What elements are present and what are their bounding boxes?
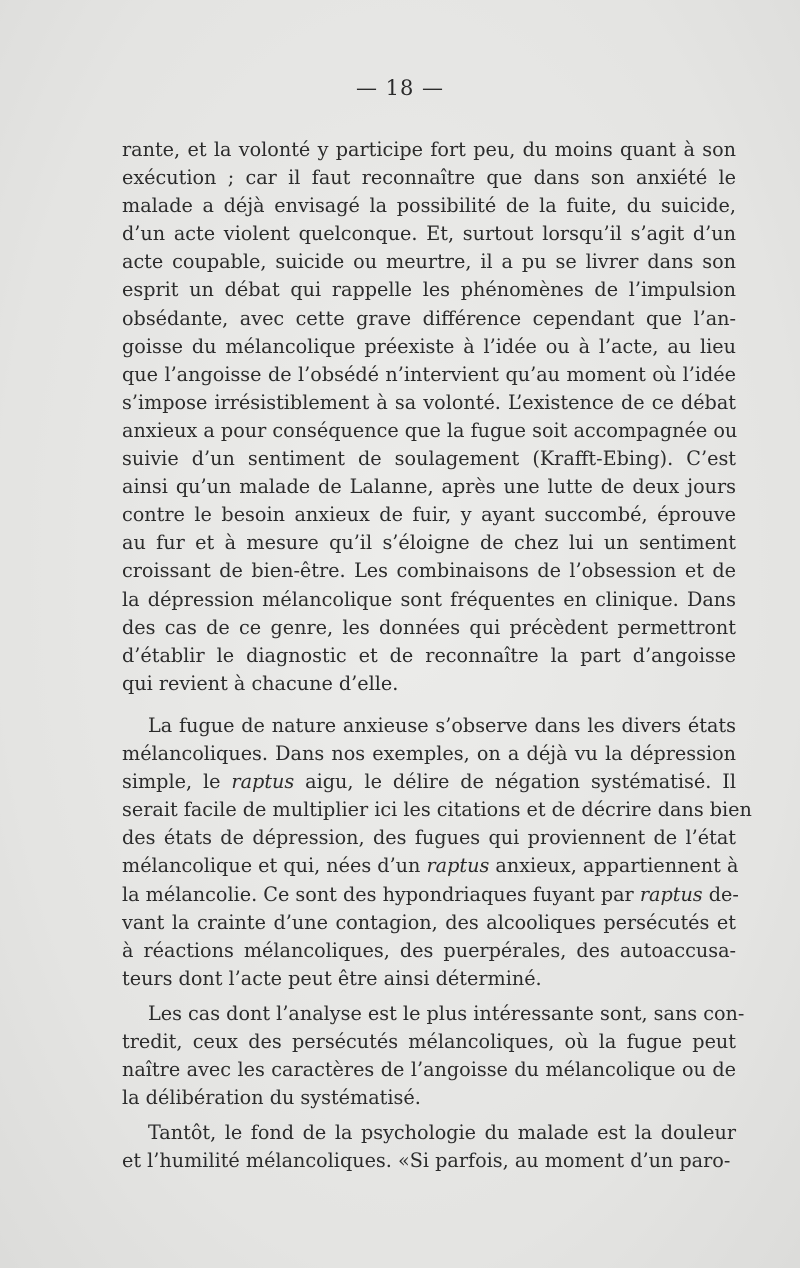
text-line: exécution ; car il faut reconnaître que dans son anxiété le [122, 166, 736, 190]
text-line: d’un acte violent quelconque. Et, surtout lorsqu’il s’agit d’un [122, 222, 736, 246]
text-line: d’établir le diagnostic et de reconnaître la part d’angoisse [122, 643, 736, 667]
text-line: Tantôt, le fond de la psychologie du malade est la douleur [148, 1121, 736, 1144]
text-line: que l’angoisse de l’obsédé n’intervient qu’au moment où l’idée [122, 362, 736, 386]
text-line: mélancolique et qui, nées d’un raptus anxieux, appartiennent à [122, 854, 739, 878]
text-line: simple, le raptus aigu, le délire de négation systématisé. Il [122, 770, 736, 794]
text-line: la mélancolie. Ce sont des hypondriaques fuyant par raptus de- [122, 882, 739, 906]
text-line: des états de dépression, des fugues qui proviennent de l’état [122, 826, 736, 850]
text-line: contre le besoin anxieux de fuir, y ayant succombé, éprouve [122, 503, 736, 527]
paragraph-1 [122, 136, 736, 698]
text-line: mélancoliques. Dans nos exemples, on a déjà vu la dépression [122, 742, 736, 766]
text-line: au fur et à mesure qu’il s’éloigne de chez lui un sentiment [122, 531, 736, 555]
text-line: esprit un débat qui rappelle les phénomènes de l’impulsion [122, 278, 736, 302]
text-line: vant la crainte d’une contagion, des alcooliques persécutés et [122, 910, 736, 934]
text-line: et l’humilité mélancoliques. «Si parfois, au moment d’un paro- [122, 1149, 731, 1173]
text-line: anxieux a pour conséquence que la fugue soit accompagnée ou [122, 418, 738, 442]
page-number: — 18 — [355, 76, 445, 100]
text-line: serait facile de multiplier ici les citations et de décrire dans bien [122, 798, 752, 822]
text-line: teurs dont l’acte peut être ainsi déterminé. [122, 966, 542, 990]
text-line: qui revient à chacune d’elle. [122, 671, 399, 695]
text-line: goisse du mélancolique préexiste à l’idée ou à l’acte, au lieu [122, 334, 736, 358]
text-line: obsédante, avec cette grave différence cependant que l’an- [122, 306, 736, 330]
text-line: la délibération du systématisé. [122, 1086, 421, 1110]
text-line: s’impose irrésistiblement à sa volonté. L’existence de ce débat [122, 390, 736, 414]
text-line: La fugue de nature anxieuse s’observe dans les divers états [148, 714, 736, 737]
paragraph-3 [122, 1000, 745, 1112]
text-line: suivie d’un sentiment de soulagement (Krafft-Ebing). C’est [122, 447, 736, 471]
text-line: ainsi qu’un malade de Lalanne, après une lutte de deux jours [122, 475, 736, 499]
text-line: à réactions mélancoliques, des puerpérales, des autoaccusa- [122, 938, 736, 962]
text-line: la dépression mélancolique sont fréquentes en clinique. Dans [122, 587, 736, 611]
paragraph-4 [122, 1119, 736, 1175]
text-line: acte coupable, suicide ou meurtre, il a pu se livrer dans son [122, 250, 736, 274]
text-line: des cas de ce genre, les données qui précèdent permettront [122, 615, 736, 639]
text-line: naître avec les caractères de l’angoisse du mélancolique ou de [122, 1058, 736, 1082]
text-line: rante, et la volonté y participe fort peu, du moins quant à son [122, 138, 736, 161]
text-line: croissant de bien-être. Les combinaisons de l’obsession et de [122, 559, 736, 583]
paragraph-2 [122, 712, 752, 993]
text-line: tredit, ceux des persécutés mélancoliques, où la fugue peut [122, 1030, 736, 1054]
text-line: Les cas dont l’analyse est le plus intéressante sont, sans con- [148, 1002, 745, 1025]
text-line: malade a déjà envisagé la possibilité de la fuite, du suicide, [122, 194, 736, 218]
